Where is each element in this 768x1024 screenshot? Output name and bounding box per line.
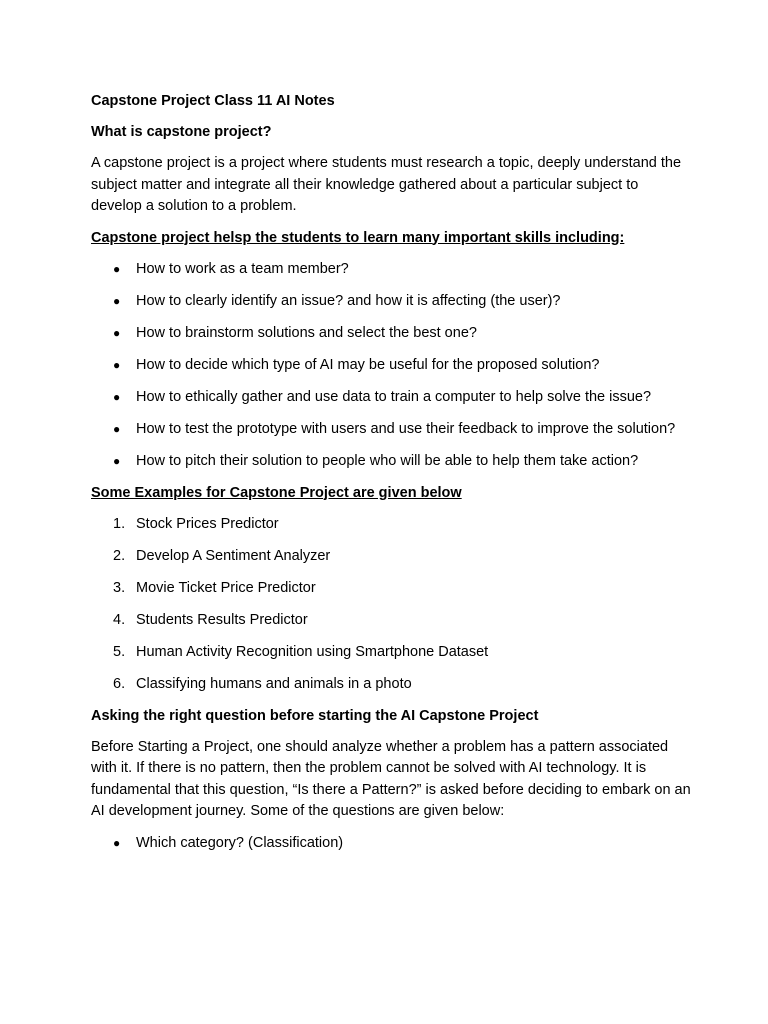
bullet-icon: ● — [113, 261, 121, 276]
bullet-icon: ● — [113, 357, 121, 372]
examples-heading: Some Examples for Capstone Project are given below — [91, 484, 462, 501]
list-item: 4. Students Results Predictor — [91, 610, 691, 632]
bullet-icon: ● — [113, 293, 121, 308]
bullet-icon: ● — [113, 421, 121, 436]
section-heading-what-is: What is capstone project? — [91, 124, 272, 140]
skills-list — [91, 259, 691, 473]
list-item: ● How to brainstorm solutions and select the best one? — [91, 323, 691, 345]
list-item: ● How to test the prototype with users and use their feedback to improve the solution? — [91, 419, 691, 441]
asking-paragraph: Before Starting a Project, one should analyze whether a problem has a pattern associated with it. If there is no pattern, then the problem cannot be solved with AI technology. It is fundamental that this question, “Is there a Pattern?” is asked before deciding to embark on an AI development journey. Some of the questions are given below: — [91, 738, 691, 819]
examples-list — [91, 514, 691, 696]
document-page — [91, 91, 691, 865]
list-item: ● How to clearly identify an issue? and how it is affecting (the user)? — [91, 291, 691, 313]
bullet-icon: ● — [113, 835, 121, 850]
bullet-icon: ● — [113, 453, 121, 468]
list-number: 5. — [113, 643, 126, 660]
list-number: 1. — [113, 515, 126, 532]
list-item: ● How to work as a team member? — [91, 259, 691, 281]
list-item: 5. Human Activity Recognition using Smartphone Dataset — [91, 642, 691, 664]
list-number: 4. — [113, 611, 126, 628]
definition-paragraph: A capstone project is a project where students must research a topic, deeply understand the subject matter and integrate all their knowledge gathered about a particular subject to develop a solution to a problem. — [91, 155, 682, 214]
asking-heading: Asking the right question before starting the AI Capstone Project — [91, 707, 539, 724]
questions-list — [91, 833, 691, 855]
list-item: 3. Movie Ticket Price Predictor — [91, 578, 691, 600]
bullet-icon: ● — [113, 325, 121, 340]
list-item: 1. Stock Prices Predictor — [91, 514, 691, 536]
list-item: ● How to pitch their solution to people who will be able to help them take action? — [91, 451, 691, 473]
list-item: 2. Develop A Sentiment Analyzer — [91, 546, 691, 568]
list-item: ● Which category? (Classification) — [91, 833, 691, 855]
skills-heading: Capstone project helsp the students to learn many important skills including: — [91, 229, 625, 246]
document-title: Capstone Project Class 11 AI Notes — [91, 93, 335, 109]
list-item: ● How to ethically gather and use data to train a computer to help solve the issue? — [91, 387, 691, 409]
list-number: 2. — [113, 547, 126, 564]
list-number: 6. — [113, 675, 126, 692]
list-number: 3. — [113, 579, 126, 596]
bullet-icon: ● — [113, 389, 121, 404]
list-item: 6. Classifying humans and animals in a photo — [91, 674, 691, 696]
list-item: ● How to decide which type of AI may be useful for the proposed solution? — [91, 355, 691, 377]
